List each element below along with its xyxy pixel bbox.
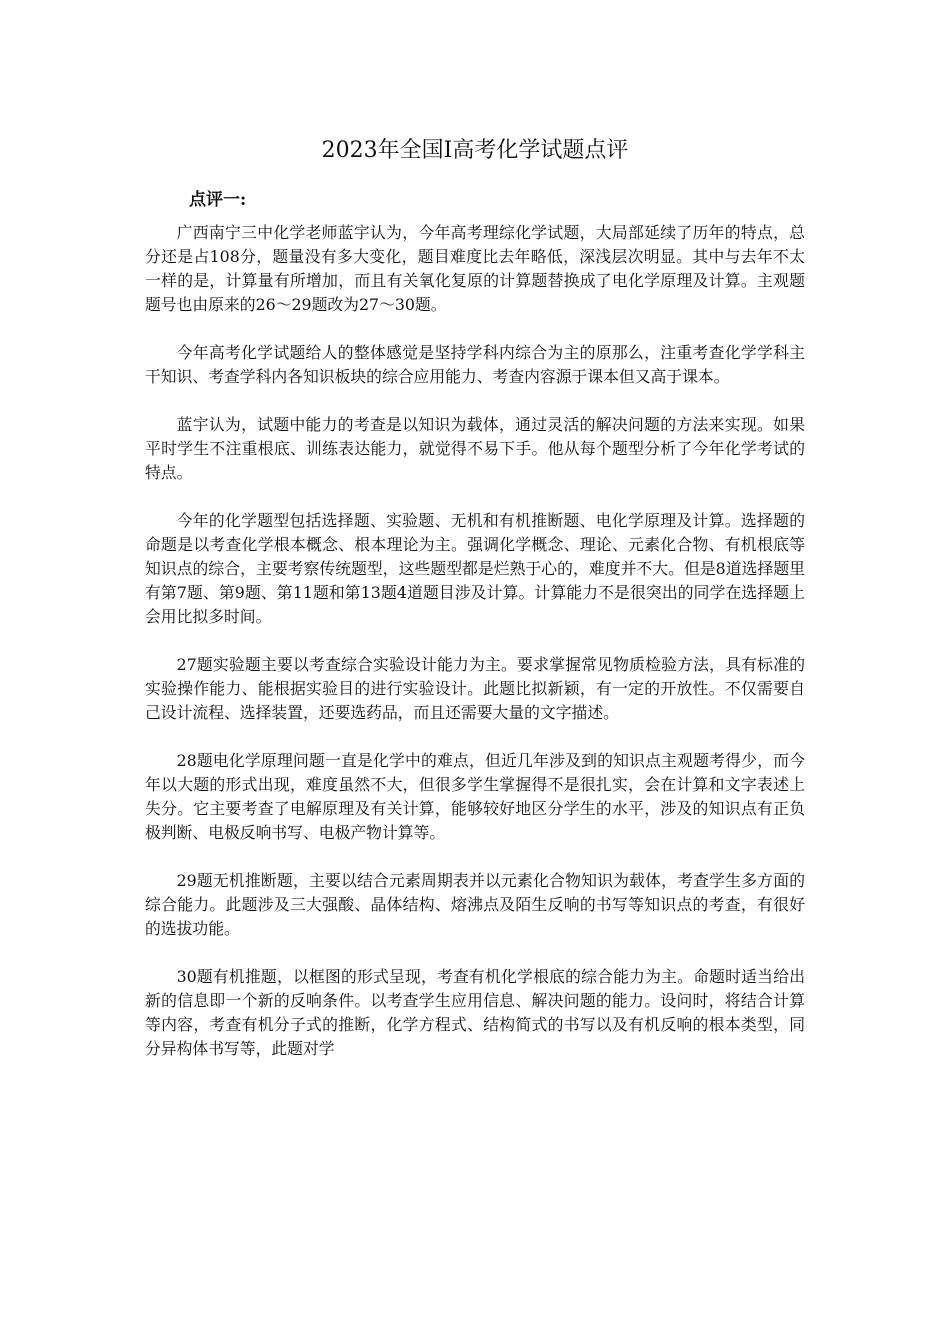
paragraph-question-29: 29题无机推断题，主要以结合元素周期表并以元素化合物知识为载体，考查学生多方面的综合能力。此题涉及三大强酸、晶体结构、熔沸点及陌生反响的书写等知识点的考查，有很好的选拔功能。 bbox=[145, 871, 805, 938]
review-heading: 点评一: bbox=[189, 190, 247, 210]
document-title: 2023年全国Ⅰ高考化学试题点评 bbox=[321, 138, 629, 163]
paragraph-intro: 广西南宁三中化学老师蓝宇认为，今年高考理综化学试题，大局部延续了历年的特点，总分还是占108分，题量没有多大变化，题目难度比去年略低，深浅层次明显。其中与去年不太一样的是，计算量有所增加，而且有关氧化复原的计算题替换成了电化学原理及计算。主观题题号也由原来的26～29题改为27～30题。 bbox=[145, 223, 805, 314]
paragraph-question-types: 今年的化学题型包括选择题、实验题、无机和有机推断题、电化学原理及计算。选择题的命题是以考查化学根本概念、根本理论为主。强调化学概念、理论、元素化合物、有机根底等知识点的综合，主要考察传统题型，这些题型都是烂熟于心的，难度并不大。但是8道选择题里有第7题、第9题、第11题和第13题4道题目涉及计算。计算能力不是很突出的同学在选择题上会用比拟多时间。 bbox=[145, 511, 805, 626]
paragraph-question-30: 30题有机推题，以框图的形式呈现，考查有机化学根底的综合能力为主。命题时适当给出新的信息即一个新的反响条件。以考查学生应用信息、解决问题的能力。设问时，将结合计算等内容，考查有机分子式的推断，化学方程式、结构简式的书写以及有机反响的根本类型，同分异构体书写等，此题对学 bbox=[145, 967, 805, 1058]
paragraph-ability: 蓝宇认为，试题中能力的考查是以知识为载体，通过灵活的解决问题的方法来实现。如果平时学生不注重根底、训练表达能力，就觉得不易下手。他从每个题型分析了今年化学考试的特点。 bbox=[145, 415, 805, 482]
document-page bbox=[145, 135, 805, 1085]
paragraph-question-27: 27题实验题主要以考查综合实验设计能力为主。要求掌握常见物质检验方法，具有标准的实验操作能力、能根据实验目的进行实验设计。此题比拟新颖，有一定的开放性。不仅需要自己设计流程、选择装置，还要选药品，而且还需要大量的文字描述。 bbox=[145, 655, 805, 722]
paragraph-question-28: 28题电化学原理问题一直是化学中的难点，但近几年涉及到的知识点主观题考得少，而今年以大题的形式出现，难度虽然不大，但很多学生掌握得不是很扎实，会在计算和文字表述上失分。它主要考查了电解原理及有关计算，能够较好地区分学生的水平，涉及的知识点有正负极判断、电极反响书写、电极产物计算等。 bbox=[145, 751, 805, 842]
paragraph-overall: 今年高考化学试题给人的整体感觉是坚持学科内综合为主的原那么，注重考查化学学科主干知识、考查学科内各知识板块的综合应用能力、考查内容源于课本但又高于课本。 bbox=[145, 343, 805, 386]
